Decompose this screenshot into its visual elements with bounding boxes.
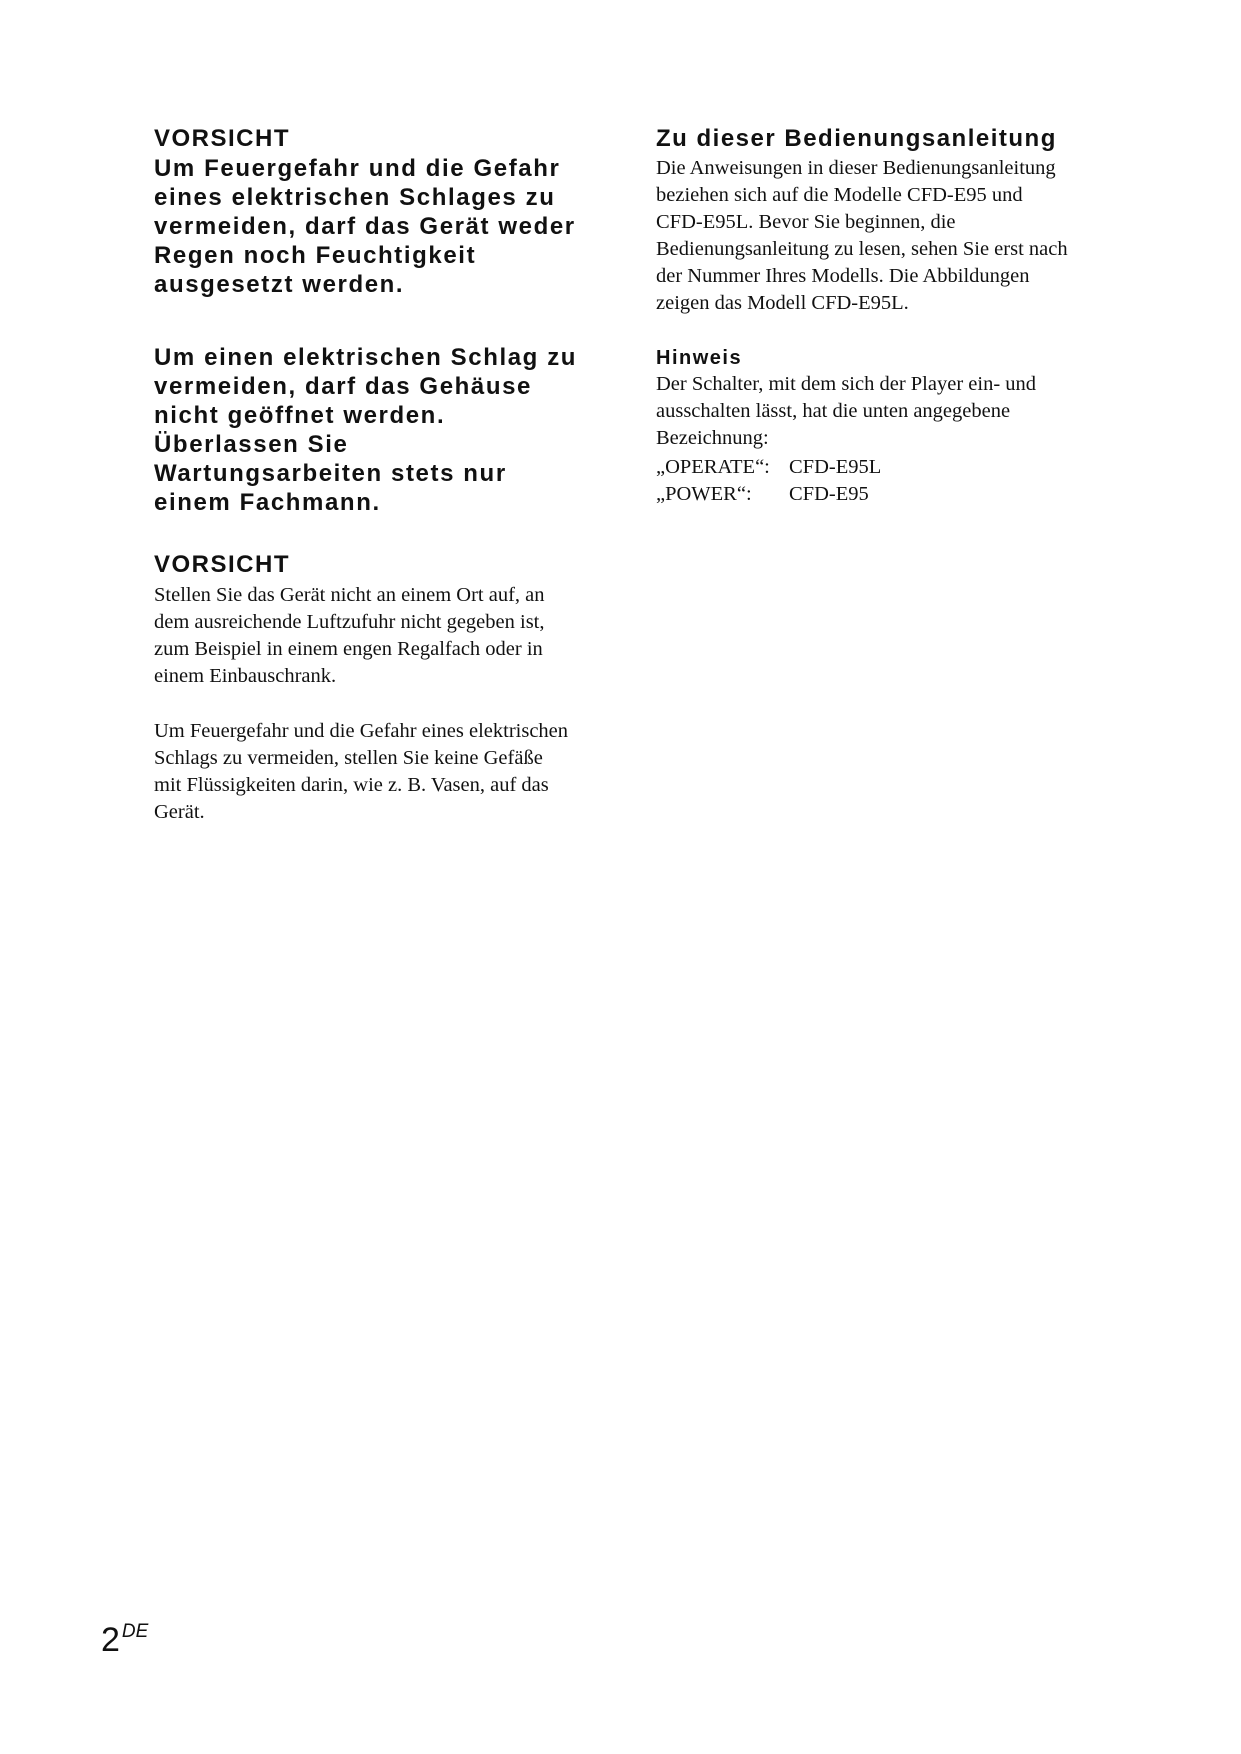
body-line: dem ausreichende Luftzufuhr nicht gegeben ist, <box>154 611 545 633</box>
warning-line: Um Feuergefahr und die Gefahr <box>154 155 561 182</box>
note-heading: Hinweis <box>656 347 743 369</box>
body-line: Bedienungsanleitung zu lesen, sehen Sie erst nach <box>656 238 1068 260</box>
page-number-digit: 2 <box>101 1621 120 1659</box>
switch-model: CFD-E95 <box>789 483 869 505</box>
liquid-paragraph <box>154 718 614 826</box>
switch-label-table <box>656 454 1126 508</box>
caution-heading: VORSICHT <box>154 125 291 152</box>
switch-model: CFD-E95L <box>789 456 882 478</box>
body-line: zum Beispiel in einem engen Regalfach oder in <box>154 638 543 660</box>
page-number <box>101 1612 148 1660</box>
fire-shock-warning <box>154 154 614 299</box>
left-column <box>154 124 614 826</box>
warning-line: vermeiden, darf das Gehäuse <box>154 373 533 400</box>
warning-line: ausgesetzt werden. <box>154 271 405 298</box>
body-line: zeigen das Modell CFD-E95L. <box>656 292 909 314</box>
right-column <box>656 124 1126 508</box>
manual-heading: Zu dieser Bedienungsanleitung <box>656 125 1057 152</box>
body-line: mit Flüssigkeiten darin, wie z. B. Vasen, auf das <box>154 774 549 796</box>
warning-line: nicht geöffnet werden. <box>154 402 446 429</box>
warning-line: Um einen elektrischen Schlag zu <box>154 344 578 371</box>
body-line: Gerät. <box>154 801 205 823</box>
body-line: Um Feuergefahr und die Gefahr eines elektrischen <box>154 720 569 742</box>
switch-label: „OPERATE“: <box>656 456 770 478</box>
body-line: Bezeichnung: <box>656 427 769 449</box>
body-line: einem Einbauschrank. <box>154 665 337 687</box>
body-line: beziehen sich auf die Modelle CFD-E95 und <box>656 184 1023 206</box>
language-code: DE <box>121 1621 149 1642</box>
body-line: ausschalten lässt, hat die unten angegebene <box>656 400 1011 422</box>
note-paragraph <box>656 371 1126 452</box>
warning-line: Regen noch Feuchtigkeit <box>154 242 477 269</box>
ventilation-paragraph <box>154 582 614 690</box>
switch-label: „POWER“: <box>656 483 752 505</box>
manual-paragraph <box>656 155 1126 317</box>
body-line: der Nummer Ihres Modells. Die Abbildungen <box>656 265 1030 287</box>
body-line: Der Schalter, mit dem sich der Player ein- und <box>656 373 1037 395</box>
body-line: Schlags zu vermeiden, stellen Sie keine Gefäße <box>154 747 543 769</box>
caution-heading-2: VORSICHT <box>154 551 291 578</box>
warning-line: einem Fachmann. <box>154 489 381 516</box>
warning-line: Überlassen Sie <box>154 431 349 458</box>
body-line: Stellen Sie das Gerät nicht an einem Ort auf, an <box>154 584 545 606</box>
housing-warning <box>154 343 614 517</box>
body-line: CFD-E95L. Bevor Sie beginnen, die <box>656 211 956 233</box>
warning-line: eines elektrischen Schlages zu <box>154 184 556 211</box>
body-line: Die Anweisungen in dieser Bedienungsanleitung <box>656 157 1056 179</box>
warning-line: Wartungsarbeiten stets nur <box>154 460 507 487</box>
switch-row <box>656 481 1126 508</box>
warning-line: vermeiden, darf das Gerät weder <box>154 213 576 240</box>
switch-row <box>656 454 1126 481</box>
